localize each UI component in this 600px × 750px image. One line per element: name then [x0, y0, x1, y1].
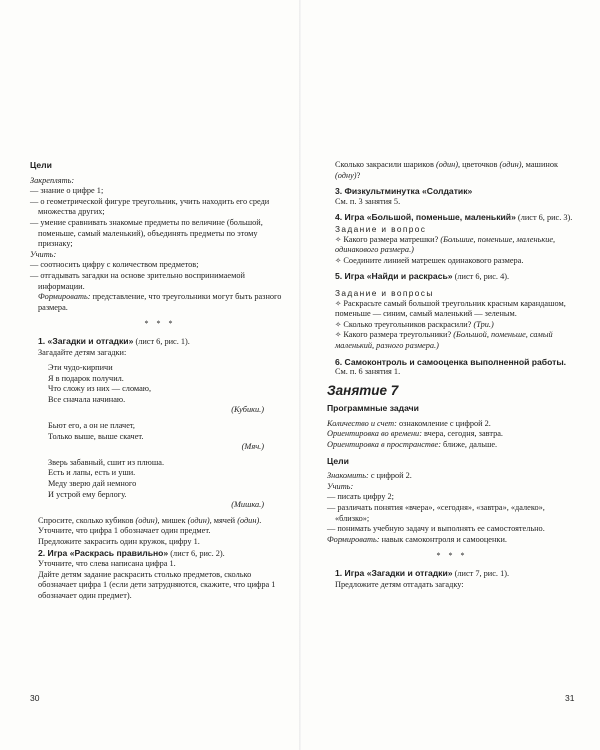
program-line	[327, 440, 577, 451]
teach-label: Учить:	[30, 249, 57, 259]
task-paragraph: Дайте детям задание раскрасить столько предметов, сколько обозначает цифра 1 (если дети затрудняются, скажите, что цифра 1 обозначает один предмет).	[38, 569, 276, 600]
game2-ref: (лист 6, рис. 2).	[168, 548, 225, 558]
teach-item: — отгадывать загадки на основе зрительно воспринимаемой информации.	[30, 270, 245, 291]
game2-heading	[30, 548, 290, 560]
teach-item: — соотносить цифру с количеством предметов;	[30, 260, 199, 270]
goals-heading: Цели	[327, 455, 349, 466]
count-paragraph	[327, 160, 577, 181]
game1-ref: (лист 7, рис. 1).	[452, 569, 510, 578]
question-text: Соедините линией матрешек одинакового размера.	[343, 255, 524, 265]
suggest-paragraph: Предложите закрасить один кружок, цифру 1.	[38, 537, 200, 546]
item3-title: 3. Физкультминутка «Солдатик»	[335, 186, 473, 197]
riddle-line: Меду зверю дай немного	[48, 479, 137, 489]
item6-title: 6. Самоконтроль и самооценка выполненной работы.	[335, 356, 567, 367]
question-text: Какого размера матрешки?	[343, 234, 441, 244]
program-text: ближе, дальше.	[440, 440, 498, 450]
consolidate-item: — умение сравнивать знакомые предметы по величине (большой, поменьше, самый маленький), объединять предметы по этому признаку;	[30, 217, 263, 249]
text-run: . Уточните, что цифра 1 обозначает один предмет.	[38, 515, 262, 536]
item4-heading	[327, 212, 577, 224]
riddle-line: Что сложу из них — сломаю,	[48, 384, 152, 394]
program-line	[327, 429, 577, 440]
form-text: представление, что треугольники могут быть разного размера.	[38, 292, 282, 312]
text-run: , мишек	[157, 515, 188, 525]
question-item	[327, 235, 577, 256]
riddle-3	[48, 458, 290, 500]
game1-heading	[327, 568, 577, 580]
game2-title: 2. Игра «Раскрась правильно»	[38, 547, 169, 558]
teach-item: — писать цифру 2;	[327, 492, 394, 502]
item6-ref: См. п. 6 занятия 1.	[335, 367, 401, 377]
item5-heading	[327, 271, 577, 283]
consolidate-item: — о геометрической фигуре треугольник, учить находить его среди множества других;	[30, 196, 270, 217]
item5-ref: (лист 6, рис. 4).	[452, 272, 510, 282]
program-label: Ориентировка в пространстве:	[327, 440, 441, 450]
riddle-line: Бьют его, а он не плачет,	[48, 421, 135, 431]
item3-ref: См. п. 3 занятия 5.	[335, 196, 401, 206]
riddle-answer: (Мишка.)	[231, 500, 264, 510]
riddle-line: Зверь забавный, сшит из плюша.	[48, 457, 165, 467]
item5-title: 5. Игра «Найди и раскрась»	[335, 271, 453, 282]
diamond-bullet-icon: ✧	[335, 330, 342, 340]
diamond-bullet-icon: ✧	[335, 255, 342, 265]
program-tasks-heading: Программные задачи	[327, 403, 419, 414]
form-paragraph	[30, 292, 290, 313]
question-answer: (Большой, поменьше, самый маленький, разного размера.)	[335, 330, 553, 350]
answer-run: (один)	[499, 160, 522, 169]
section-stars: * * *	[144, 319, 176, 329]
page-gutter	[299, 0, 301, 750]
game1-heading	[30, 336, 290, 348]
consolidate-label: Закреплять:	[30, 175, 75, 185]
page-number-left: 30	[30, 693, 40, 703]
program-text: ознакомление с цифрой 2.	[396, 418, 491, 428]
acquaint-text: с цифрой 2.	[368, 471, 412, 481]
answer-run: (один)	[187, 515, 210, 525]
riddle-line: Эти чудо-кирпичи	[48, 363, 113, 373]
teach-label: Учить:	[327, 481, 354, 491]
program-label: Количество и счет:	[327, 418, 397, 428]
game1-intro: Предложите детям отгадать загадку:	[335, 579, 464, 589]
riddle-line: И устрой ему берлогу.	[48, 489, 127, 499]
riddle-line: Все сначала начинаю.	[48, 394, 126, 404]
question-answer: (Большие, поменьше, маленькие, одинакового размера.)	[335, 234, 556, 255]
right-page	[327, 160, 577, 590]
text-run: , цветочков	[457, 160, 500, 169]
program-label: Ориентировка во времени:	[327, 429, 422, 439]
task-questions-label: Задание и вопросы	[335, 287, 434, 298]
teach-item: — различать понятия «вчера», «сегодня», «завтра», «далеко», «близко»;	[327, 503, 545, 523]
riddle-1	[48, 363, 290, 405]
riddle-line: Я в подарок получил.	[48, 373, 124, 383]
task-question-label: Задание и вопрос	[335, 223, 427, 234]
form-label: Формировать:	[38, 292, 91, 302]
game1-ref: (лист 6, рис. 1).	[133, 336, 190, 346]
text-run: , машинок	[521, 160, 559, 169]
answer-run: (один)	[435, 160, 458, 169]
lesson-title: Занятие 7	[327, 382, 399, 398]
program-text: вчера, сегодня, завтра.	[421, 429, 503, 439]
question-text: Какого размера треугольники?	[343, 330, 454, 340]
question-item	[327, 256, 577, 267]
acquaint-label: Знакомить:	[327, 471, 369, 481]
riddle-answer: (Кубики.)	[231, 405, 264, 415]
program-line	[327, 419, 577, 430]
question-item	[327, 320, 577, 331]
consolidate-item: — знание о цифре 1;	[30, 186, 104, 196]
diamond-bullet-icon: ✧	[335, 319, 342, 329]
item4-title: 4. Игра «Большой, поменьше, маленький»	[335, 212, 516, 223]
goals-heading: Цели	[30, 160, 52, 170]
form-line	[327, 535, 577, 546]
riddle-line: Есть и лапы, есть и уши.	[48, 468, 136, 478]
diamond-bullet-icon: ✧	[335, 234, 342, 244]
text-run: Сколько закрасили шариков	[335, 160, 436, 169]
riddle-answer: (Мяч.)	[241, 442, 264, 452]
diamond-bullet-icon: ✧	[335, 298, 342, 308]
game1-title: 1. Игра «Загадки и отгадки»	[335, 568, 453, 578]
answer-run: (один)	[237, 515, 260, 525]
form-label: Формировать:	[327, 534, 380, 544]
question-answer: (Три.)	[473, 319, 494, 329]
text-run: Спросите, сколько кубиков	[38, 515, 136, 525]
game1-title: 1. «Загадки и отгадки»	[38, 335, 134, 346]
game1-intro: Загадайте детям загадки:	[38, 347, 127, 357]
ask-paragraph	[30, 516, 290, 537]
teach-item: — понимать учебную задачу и выполнять ее самостоятельно.	[327, 524, 545, 534]
clarify-paragraph: Уточните, что слева написана цифра 1.	[38, 559, 176, 569]
riddle-line: Только выше, выше скачет.	[48, 431, 144, 441]
question-item	[327, 299, 577, 320]
text-run: ?	[356, 170, 361, 180]
form-text: навык самоконтроля и самооценки.	[379, 534, 507, 544]
answer-run: (одну)	[335, 170, 357, 180]
question-text: Сколько треугольников раскрасили?	[343, 319, 474, 329]
section-stars: * * *	[436, 551, 468, 561]
question-item	[327, 330, 577, 351]
left-page	[30, 160, 290, 602]
text-run: , мячей	[209, 515, 238, 525]
item4-ref: (лист 6, рис. 3).	[515, 213, 573, 223]
answer-run: (один)	[135, 515, 158, 525]
acquaint-line	[327, 471, 577, 482]
riddle-2	[48, 421, 290, 442]
page-number-right: 31	[565, 693, 575, 703]
question-text: Раскрасьте самый большой треугольник красным карандашом, поменьше — синим, самый маленький — зеленым.	[335, 298, 566, 319]
